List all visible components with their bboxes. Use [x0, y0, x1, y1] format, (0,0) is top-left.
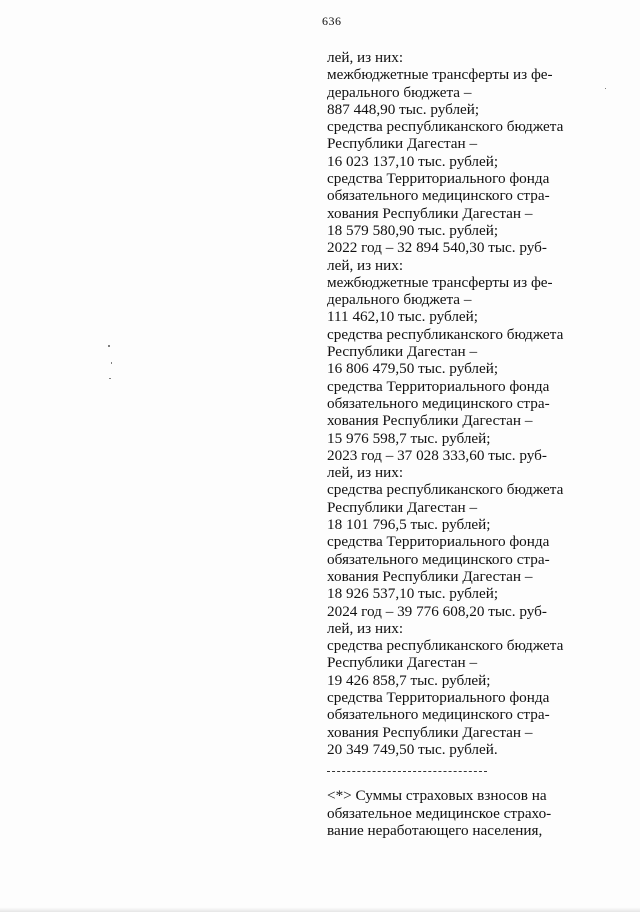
text-line: 18 926 537,10 тыс. рублей;	[327, 585, 499, 603]
text-line: дерального бюджета –	[327, 291, 472, 309]
text-line: лей, из них:	[327, 464, 404, 482]
text-line: обязательного медицинского стра-	[327, 187, 550, 205]
text-line: обязательного медицинского стра-	[327, 706, 550, 724]
text-line: 16 806 479,50 тыс. рублей;	[327, 360, 499, 378]
text-line: средства Территориального фонда	[327, 688, 550, 706]
scan-speck	[605, 88, 606, 89]
text-line: Республики Дагестан –	[327, 135, 478, 153]
text-line: 111 462,10 тыс. рублей;	[327, 308, 478, 326]
text-line: 20 349 749,50 тыс. рублей.	[327, 740, 498, 758]
text-line: Республики Дагестан –	[327, 498, 478, 516]
funding-text-block	[327, 49, 627, 758]
footnote-block	[327, 787, 627, 840]
scan-speck	[109, 378, 111, 379]
text-line: Республики Дагестан –	[327, 654, 478, 672]
scan-speck	[111, 362, 112, 364]
text-line: 2022 год – 32 894 540,30 тыс. руб-	[327, 239, 547, 257]
text-line: Республики Дагестан –	[327, 343, 478, 361]
scan-bottom-edge	[0, 907, 640, 912]
text-line: межбюджетные трансферты из фе-	[327, 273, 553, 291]
text-line: средства Территориального фонда	[327, 170, 550, 188]
text-line: 2024 год – 39 776 608,20 тыс. руб-	[327, 602, 547, 620]
text-line: межбюджетные трансферты из фе-	[327, 66, 553, 84]
text-line: хования Республики Дагестан –	[327, 204, 533, 222]
text-line: средства республиканского бюджета	[327, 637, 564, 655]
text-line: хования Республики Дагестан –	[327, 567, 533, 585]
footnote-line: вание неработающего населения,	[327, 822, 543, 840]
text-line: 19 426 858,7 тыс. рублей;	[327, 671, 491, 689]
text-line: 15 976 598,7 тыс. рублей;	[327, 429, 491, 447]
text-line: 18 101 796,5 тыс. рублей;	[327, 516, 491, 534]
scan-speck	[108, 345, 110, 347]
text-line: 2023 год – 37 028 333,60 тыс. руб-	[327, 446, 547, 464]
text-line: обязательного медицинского стра-	[327, 394, 550, 412]
text-line: хования Республики Дагестан –	[327, 412, 533, 430]
text-line: дерального бюджета –	[327, 83, 472, 101]
text-line: средства республиканского бюджета	[327, 481, 564, 499]
text-line: 887 448,90 тыс. рублей;	[327, 100, 480, 118]
footnote-line: обязательное медицинское страхо-	[327, 804, 552, 822]
text-line: обязательного медицинского стра-	[327, 550, 550, 568]
text-line: 16 023 137,10 тыс. рублей;	[327, 152, 499, 170]
footnote-line: <*> Суммы страховых взносов на	[327, 787, 547, 804]
text-line: лей, из них:	[327, 49, 404, 66]
page-number: 636	[322, 14, 342, 28]
text-line: средства Территориального фонда	[327, 377, 550, 395]
text-line: средства республиканского бюджета	[327, 325, 564, 343]
text-line: лей, из них:	[327, 619, 404, 637]
text-line: хования Республики Дагестан –	[327, 723, 533, 741]
text-line: 18 579 580,90 тыс. рублей;	[327, 221, 499, 239]
text-line: лей, из них:	[327, 256, 404, 274]
footnote-separator	[327, 771, 487, 772]
text-line: средства Территориального фонда	[327, 533, 550, 551]
text-line: средства республиканского бюджета	[327, 118, 564, 136]
